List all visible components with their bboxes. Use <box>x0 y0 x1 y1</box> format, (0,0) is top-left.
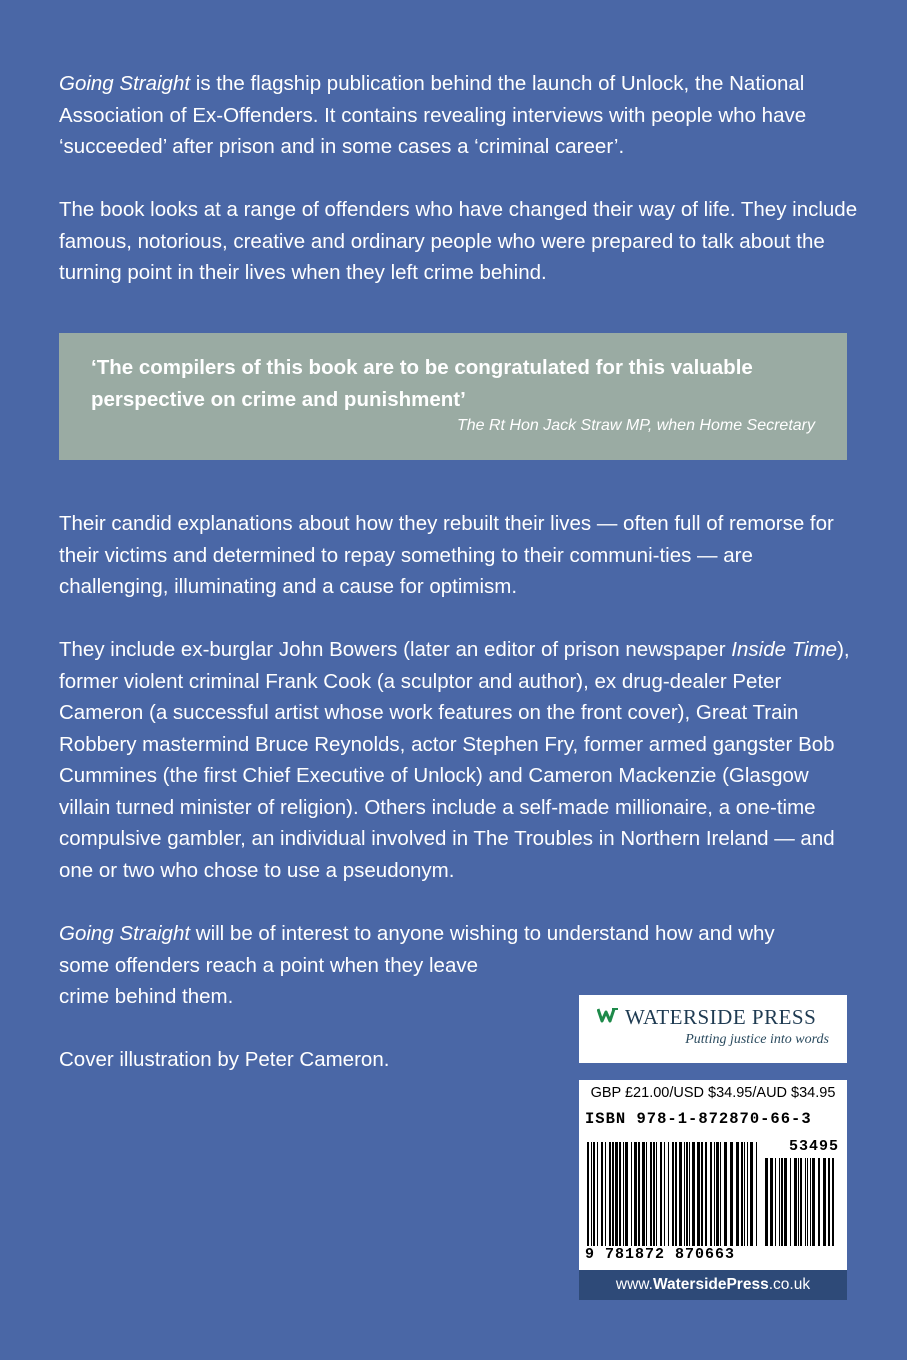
barcode-bar <box>798 1158 799 1246</box>
barcode-bar <box>591 1142 592 1246</box>
barcode-bar <box>631 1142 632 1246</box>
barcode-bar <box>705 1142 707 1246</box>
price-text: GBP £21.00/USD $34.95/AUD $34.95 <box>590 1085 836 1101</box>
barcode-bar <box>668 1142 669 1246</box>
barcode-bar <box>697 1142 700 1246</box>
ean-number: 9 781872 870663 <box>585 1246 736 1263</box>
cover-credit: Cover illustration by Peter Cameron. <box>59 1048 390 1071</box>
barcode-bar <box>684 1142 685 1246</box>
barcode-bar <box>756 1142 757 1246</box>
publisher-name-row <box>597 1005 829 1030</box>
barcode-bar <box>800 1158 802 1246</box>
barcode-bar <box>587 1142 589 1246</box>
barcode-bar <box>623 1142 624 1246</box>
barcode-bar <box>775 1158 776 1246</box>
barcode-bar <box>660 1142 662 1246</box>
barcode-bar <box>805 1158 806 1246</box>
paragraph-3: Their candid explanations about how they rebuilt their lives — often full of remorse for their victims and determined to repay something to their communi-ties — are challenging, illuminating and a cause for optimism. <box>59 512 834 598</box>
barcode-bar <box>664 1142 665 1246</box>
barcode-bar <box>601 1142 603 1246</box>
barcode-bar <box>634 1142 637 1246</box>
barcode-bar <box>812 1158 815 1246</box>
para4-italic: Inside Time <box>731 638 838 661</box>
quote-box <box>59 333 847 460</box>
barcode-bar <box>818 1158 820 1246</box>
para4-part2: ), former violent criminal Frank Cook (a sculptor and author), ex drug-dealer Peter Cameron (a successful artist whose work features on the front cover), Great Train Robbery mastermind Bruce Reynolds, actor Stephen Fry, former armed gangster Bob Cummines (the first Chief Executive of Unlock) and Cameron Mackenzie (Glasgow villain turned minister of religion). Others include a self-made millionaire, a one-time compulsive gambler, an individual involved in The Troubles in Northern Ireland — and one or two who chose to use a pseudonym. <box>59 638 850 882</box>
barcode-bar <box>646 1142 647 1246</box>
barcode-bar <box>750 1142 753 1246</box>
barcode-bar <box>609 1142 611 1246</box>
publisher-logo-box <box>579 995 847 1063</box>
intro-text: is the flagship publication behind the launch of Unlock, the National Association of Ex-Offenders. It contains revealing interviews with people who have ‘succeeded’ after prison and in some cases a ‘criminal career’. <box>59 72 807 158</box>
barcode-bar <box>642 1142 645 1246</box>
barcode-bar <box>724 1142 727 1246</box>
barcode-bar <box>781 1158 783 1246</box>
barcode-bar <box>597 1142 598 1246</box>
barcode-bar <box>710 1142 712 1246</box>
barcode-bar <box>650 1142 652 1246</box>
barcode-bar <box>714 1142 715 1246</box>
quote-attribution: The Rt Hon Jack Straw MP, when Home Secretary <box>456 417 815 434</box>
barcode-bar <box>779 1158 780 1246</box>
intro-paragraph <box>59 68 859 163</box>
para5-line1: will be of interest to anyone wishing to understand how and why <box>190 922 775 945</box>
barcode-bar <box>730 1142 733 1246</box>
barcode-bar <box>744 1142 745 1246</box>
barcode-bar <box>653 1142 655 1246</box>
barcode-bar <box>605 1142 606 1246</box>
para4-part1: They include ex-burglar John Bowers (later an editor of prison newspaper <box>59 638 732 661</box>
barcode-bar <box>701 1142 703 1246</box>
barcode-bar <box>832 1158 834 1246</box>
barcode-bar <box>790 1158 791 1246</box>
waterside-logo-icon <box>597 1005 619 1030</box>
barcode-bar <box>679 1142 682 1246</box>
intro-title: Going Straight <box>59 72 191 95</box>
barcode-bar <box>716 1142 719 1246</box>
url-prefix: www. <box>615 1276 653 1293</box>
barcode-box <box>579 1080 847 1270</box>
barcode-bar <box>828 1158 830 1246</box>
url-suffix: .co.uk <box>768 1276 811 1293</box>
barcode-bar <box>593 1142 595 1246</box>
barcode-bar <box>612 1142 614 1246</box>
publisher-tagline: Putting justice into words <box>685 1032 829 1047</box>
addon-barcode <box>765 1158 837 1246</box>
barcode-bar <box>794 1158 797 1246</box>
para5-line2: some offenders reach a point when they leave <box>59 953 478 977</box>
barcode-bar <box>625 1142 628 1246</box>
barcode-bar <box>675 1142 677 1246</box>
barcode-bar <box>810 1158 811 1246</box>
barcode-bar <box>736 1142 739 1246</box>
barcode-bar <box>823 1158 826 1246</box>
barcode-bar <box>741 1142 743 1246</box>
url-bold: WatersidePress <box>652 1276 769 1293</box>
publisher-name: WATERSIDE PRESS <box>625 1005 817 1029</box>
barcode-bar <box>747 1142 748 1246</box>
barcode-bar <box>689 1142 690 1246</box>
barcode-bar <box>686 1142 688 1246</box>
barcode-bar <box>720 1142 721 1246</box>
barcode-bar <box>807 1158 808 1246</box>
isbn-text: ISBN 978-1-872870-66-3 <box>585 1110 812 1128</box>
quote-text: ‘The compilers of this book are to be congratulated for this valuable perspective on crime and punishment’ <box>91 356 753 411</box>
ean-barcode <box>587 1142 761 1246</box>
para5-line3: crime behind them. <box>59 985 234 1008</box>
barcode-bar <box>619 1142 621 1246</box>
barcode-bar <box>638 1142 640 1246</box>
barcode-bar <box>770 1158 773 1246</box>
barcode-bar <box>692 1142 695 1246</box>
addon-number: 53495 <box>788 1138 839 1155</box>
paragraph-4 <box>59 634 859 886</box>
barcode-bar <box>765 1158 768 1246</box>
para5-italic: Going Straight <box>59 922 191 945</box>
publisher-url[interactable] <box>579 1270 847 1300</box>
barcode-bar <box>615 1142 618 1246</box>
barcode-bar <box>672 1142 674 1246</box>
barcode-bar <box>784 1158 787 1246</box>
barcode-bar <box>656 1142 657 1246</box>
paragraph-2: The book looks at a range of offenders who have changed their way of life. They include famous, notorious, creative and ordinary people who were prepared to talk about the turning point in their lives when they left crime behind. <box>59 198 858 284</box>
